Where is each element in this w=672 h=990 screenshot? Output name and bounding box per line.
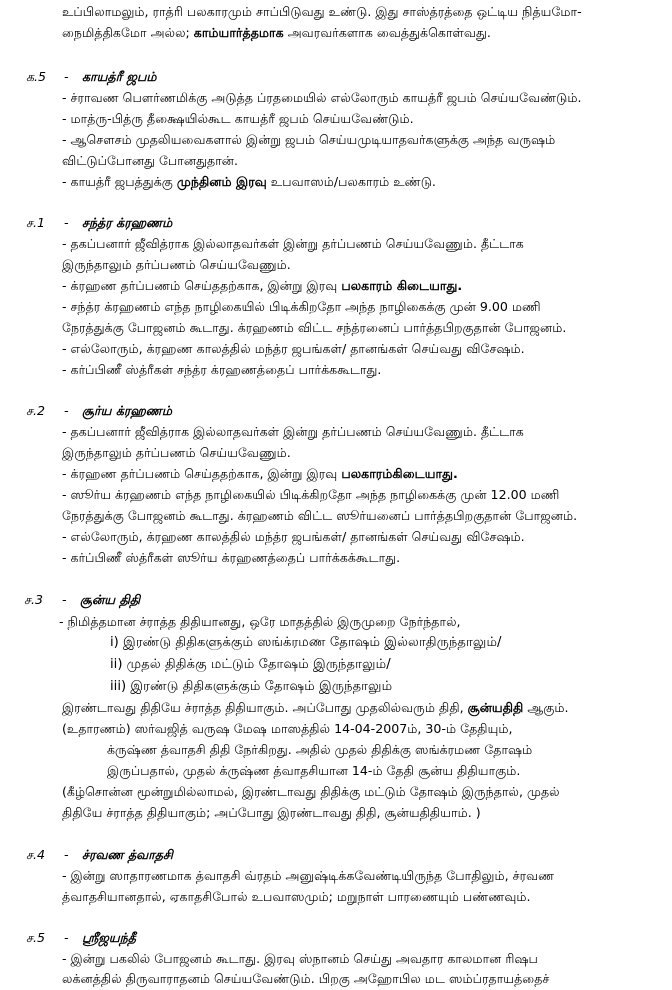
intro-line: உப்பிலாமலும், ராத்ரி பலகாரமும் சாப்பிடுவது உண்டு. இது சாஸ்த்ரத்தை ஒட்டிய நித்யமோ- [62, 4, 582, 19]
list-item: ii) முதல் திதிக்கு மட்டும் தோஷம் இருந்தாலும்/ [110, 657, 391, 672]
body-line: இருப்பதால், முதல் க்ருஷ்ண த்வாதசியான 14-ம் தேதி சூன்ய திதியாகும். [107, 763, 521, 778]
body-line: - ச்ராவண பௌர்ணமிக்கு அடுத்த ப்ரதமையில் எல்லோரும் காயத்ரீ ஜபம் செய்யவேண்டும். [62, 90, 582, 105]
body-line: - ஆசௌசம் முதலியவைகளால் இன்று ஜபம் செய்யமுடியாதவர்களுக்கு அந்த வருஷம் [62, 132, 556, 147]
body-line: லக்னத்தில் திருவாராதனம் செய்யவேண்டும். பிறகு அஹோபில மட ஸம்ப்ரதாயத்தைச் [62, 971, 550, 986]
body-line: நேரத்துக்கு போஜனம் கூடாது. க்ரஹணம் விட்ட ஸூர்யனைப் பார்த்தபிறகுதான் போஜனம். [62, 508, 578, 523]
list-item: iii) இரண்டு திதிகளுக்கும் தோஷம் இருந்தாலும் [110, 679, 393, 694]
list-item: i) இரண்டு திதிகளுக்கும் ஸங்க்ரமண தோஷம் இல்லாதிருந்தாலும்/ [110, 635, 502, 650]
body-line: - எல்லோரும், க்ரஹண காலத்தில் மந்த்ர ஜபங்கள்/ தானங்கள் செய்வது விசேஷம். [62, 341, 525, 356]
body-line: - க்ரஹண தர்ப்பணம் செய்ததற்காக, இன்று இரவு பலகாரம் கிடையாது. [62, 278, 463, 293]
body-line: க்ருஷ்ண த்வாதசி திதி நேர்கிறது. அதில் முதல் திதிக்கு ஸங்க்ரமண தோஷம் [107, 742, 533, 757]
body-line: விட்டுப்போனது போனதுதான். [62, 153, 239, 168]
section-heading: க.5 - காயத்ரீ ஜபம் [26, 69, 157, 84]
section-heading: ச.2 - சூர்ய க்ரஹணம் [26, 403, 172, 418]
section-heading: ச.5 - ஸ்ரீஜயந்தீ [26, 930, 136, 945]
body-line: - காயத்ரீ ஜபத்துக்கு முந்தினம் இரவு உபவாஸம்/பலகாரம் உண்டு. [62, 174, 436, 189]
body-line: - இன்று பகலில் போஜனம் கூடாது. இரவு ஸ்நானம் செய்து அவதார காலமான ரிஷப [62, 951, 538, 966]
body-line: - தகப்பனார் ஜீவித்ராக இல்லாதவர்கள் இன்று தர்ப்பணம் செய்யவேணும். தீட்டாக [62, 236, 524, 251]
body-line: இருந்தாலும் தர்ப்பணம் செய்யவேணும். [62, 445, 291, 460]
body-line: இருந்தாலும் தர்ப்பணம் செய்யவேணும். [62, 257, 291, 272]
body-line: (கீழ்சொன்ன மூன்றுமில்லாமல், இரண்டாவது திதிக்கு மட்டும் தோஷம் இருந்தால், முதல் [62, 784, 560, 799]
body-line: த்வாதசியானதால், ஏகாதசிபோல் உபவாஸமும்; மறுநாள் பாரணையும் பண்ணவும். [62, 889, 531, 904]
body-line: - ஸூர்ய க்ரஹணம் எந்த நாழிகையில் பிடிக்கிறதோ அந்த நாழிகைக்கு முன் 12.00 மணி [62, 487, 560, 502]
body-line: - மாத்ரு-பித்ரு தீக்ஷையில்கூட காயத்ரீ ஜபம் செய்யவேண்டும். [62, 111, 414, 126]
body-line: (உதாரணம்) ஸர்வஜித் வருஷ மேஷ மாஸத்தில் 14-04-2007ம், 30-ம் தேதியும், [62, 721, 513, 736]
body-line: - நிமித்தமான ச்ராத்த திதியானது, ஒரே மாதத்தில் இருமுறை நேர்ந்தால், [59, 614, 461, 629]
body-line: திதியே ச்ராத்த திதியாகும்; அப்போது இரண்டாவது திதி, சூன்யதிதியாம். ) [62, 805, 481, 820]
body-line: - க்ரஹண தர்ப்பணம் செய்ததற்காக, இன்று இரவு பலகாரம்கிடையாது. [62, 466, 458, 481]
section-heading: ச.3 - சூன்ய திதி [24, 592, 141, 607]
section-heading: ச.1 - சந்த்ர க்ரஹணம் [26, 215, 173, 230]
body-line: நேரத்துக்கு போஜனம் கூடாது. க்ரஹணம் விட்ட சந்த்ரனைப் பார்த்தபிறகுதான் போஜனம். [62, 320, 567, 335]
body-line: இரண்டாவது திதியே ச்ராத்த திதியாகும். அப்போது முதலில்வரும் திதி, சூன்யதிதி ஆகும். [62, 700, 569, 715]
section-heading: ச.4 - ச்ரவண த்வாதசி [26, 847, 173, 862]
body-line: - சந்த்ர க்ரஹணம் எந்த நாழிகையில் பிடிக்கிறதோ அந்த நாழிகைக்கு முன் 9.00 மணி [62, 299, 541, 314]
body-line: - கர்ப்பிணீ ஸ்த்ரீகள் சந்த்ர க்ரஹணத்தைப் பார்க்ககூடாது. [62, 362, 382, 377]
body-line: - எல்லோரும், க்ரஹண காலத்தில் மந்த்ர ஜபங்கள்/ தானங்கள் செய்வது விசேஷம். [62, 529, 525, 544]
body-line: - கர்ப்பிணீ ஸ்த்ரீகள் ஸூர்ய க்ரஹணத்தைப் பார்க்கக்கூடாது. [62, 550, 401, 565]
intro-line: நைமித்திகமோ அல்ல; காம்யார்த்தமாக அவரவர்களாக வைத்துக்கொள்வது. [62, 25, 491, 40]
body-line: - இன்று ஸாதாரணமாக த்வாதசி வ்ரதம் அனுஷ்டிக்கவேண்டியிருந்த போதிலும், ச்ரவண [62, 868, 555, 883]
body-line: - தகப்பனார் ஜீவித்ராக இல்லாதவர்கள் இன்று தர்ப்பணம் செய்யவேணும். தீட்டாக [62, 424, 524, 439]
